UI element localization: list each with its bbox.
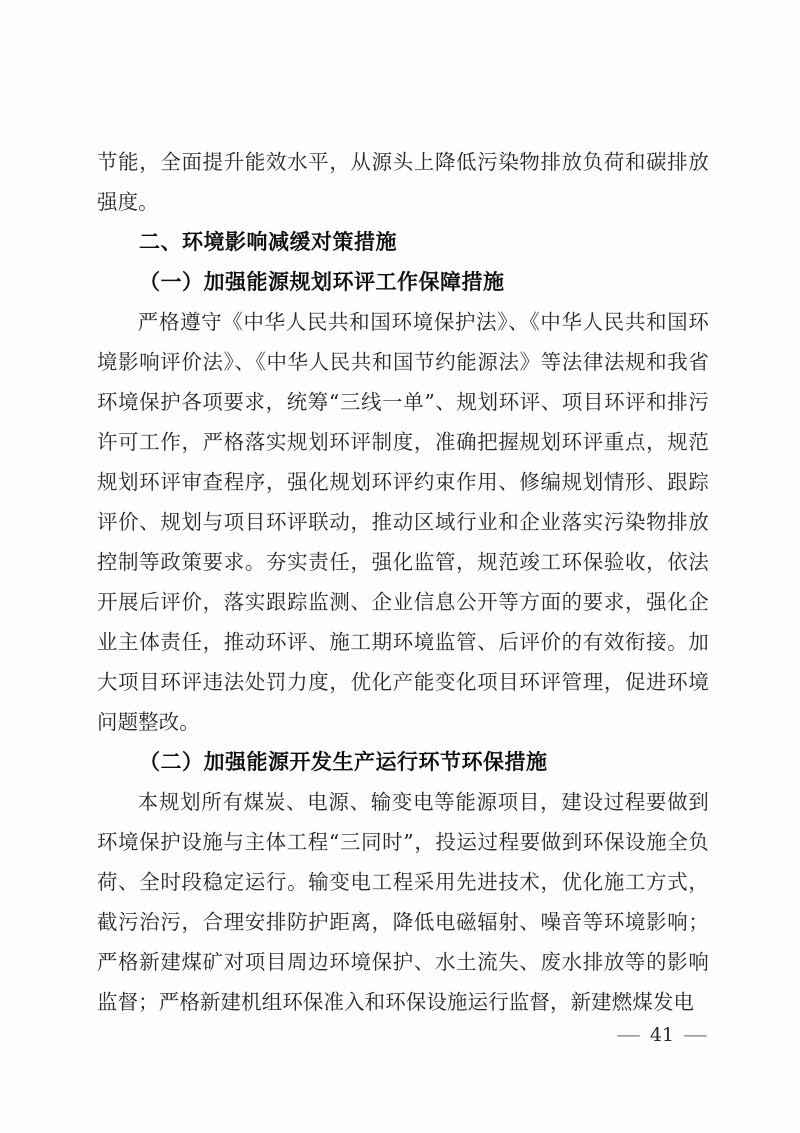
section-heading-main: 二、环境影响减缓对策措施 bbox=[139, 230, 397, 254]
page-content bbox=[97, 142, 709, 1022]
paragraph-1: 严格遵守《中华人民共和国环境保护法》、《中华人民共和国环境影响评价法》、《中华人民共和国节约能源法》等法律法规和我省环境保护各项要求，统筹“三线一单”、规划环评、项目环评和排污许可工作，严格落实规划环评制度，准确把握规划环评重点，规范规划环评审查程序，强化规划环评约束作用、修编规划情形、跟踪评价、规划与项目环评联动，推动区域行业和企业落实污染物排放控制等政策要求。夯实责任，强化监管，规范竣工环保验收，依法开展后评价，落实跟踪监测、企业信息公开等方面的要求，强化企业主体责任，推动环评、施工期环境监管、后评价的有效衔接。加大项目环评违法处罚力度，优化产能变化项目环评管理，促进环境问题整改。 bbox=[97, 310, 709, 734]
subsection-heading-2: （二）加强能源开发生产运行环节环保措施 bbox=[139, 750, 548, 774]
paragraph-continuation: 节能，全面提升能效水平，从源头上降低污染物排放负荷和碳排放强度。 bbox=[97, 150, 709, 214]
page-number: 41 bbox=[649, 1024, 674, 1046]
subsection-heading-1: （一）加强能源规划环评工作保障措施 bbox=[139, 270, 505, 294]
footer-dash-right: — bbox=[683, 1024, 708, 1046]
page-footer bbox=[615, 1024, 708, 1046]
paragraph-2: 本规划所有煤炭、电源、输变电等能源项目，建设过程要做到环境保护设施与主体工程“三同时”，投运过程要做到环保设施全负荷、全时段稳定运行。输变电工程采用先进技术，优化施工方式，截污治污，合理安排防护距离，降低电磁辐射、噪音等环境影响；严格新建煤矿对项目周边环境保护、水土流失、废水排放等的影响监督；严格新建机组环保准入和环保设施运行监督，新建燃煤发电 bbox=[97, 790, 709, 1014]
footer-dash-left: — bbox=[615, 1024, 641, 1046]
